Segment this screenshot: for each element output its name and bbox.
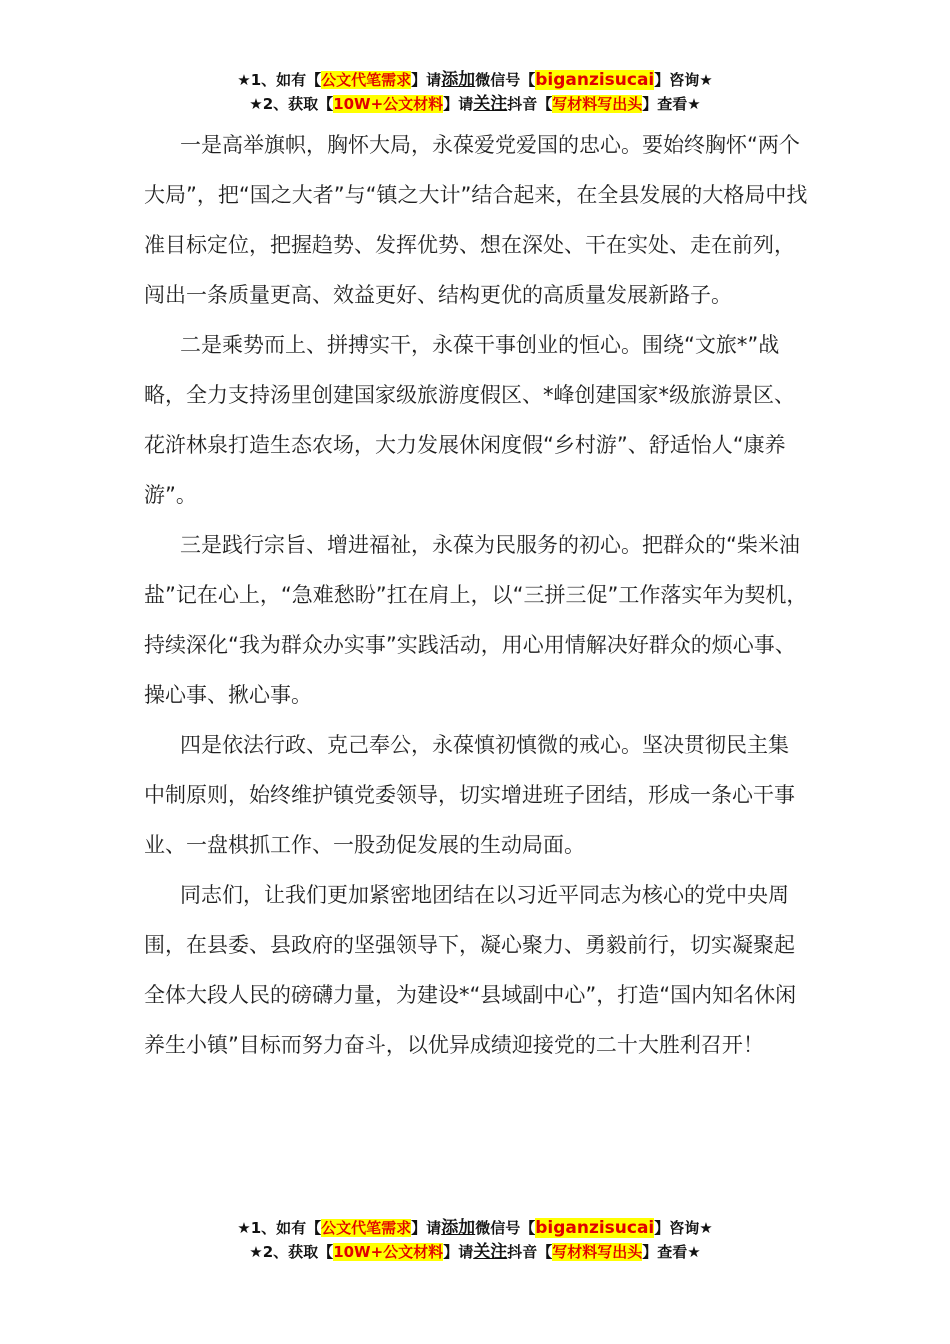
highlight-service: 公文代笔需求 — [321, 71, 412, 89]
highlight-materials: 10W+公文材料 — [333, 1243, 444, 1261]
header-banner — [0, 68, 950, 116]
paragraph-1: 一是高举旗帜，胸怀大局，永葆爱党爱国的忠心。要始终胸怀“两个大局”，把“国之大者”与“镇之大计”结合起来，在全县发展的大格局中找准目标定位，把握趋势、发挥优势、想在深处、干在实处、走在前列，闯出一条质量更高、效益更好、结构更优的高质量发展新路子。 — [144, 133, 808, 307]
banner-line-1: ★1、如有【公文代笔需求】请添加微信号【biganzisucai】咨询★ — [237, 70, 713, 90]
highlight-service: 公文代笔需求 — [321, 1219, 412, 1237]
paragraph-3: 三是践行宗旨、增进福祉，永葆为民服务的初心。把群众的“柴米油盐”记在心上，“急难愁盼”扛在肩上，以“三拼三促”工作落实年为契机，持续深化“我为群众办实事”实践活动，用心用情解决好群众的烦心事、操心事、揪心事。 — [144, 533, 808, 707]
star-icon: ★ — [249, 1243, 263, 1261]
highlight-douyin-account: 写材料写出头 — [552, 95, 643, 113]
highlight-wechat-id: biganzisucai — [535, 70, 655, 90]
footer-banner — [0, 1216, 950, 1264]
paragraph-5: 同志们，让我们更加紧密地团结在以习近平同志为核心的党中央周围，在县委、县政府的坚强领导下，凝心聚力、勇毅前行，切实凝聚起全体大段人民的磅礴力量，为建设*“县域副中心”，打造“国内知名休闲养生小镇”目标而努力奋斗，以优异成绩迎接党的二十大胜利召开！ — [144, 883, 797, 1057]
underlined-add: 添加 — [441, 70, 476, 90]
paragraph-2: 二是乘势而上、拼搏实干，永葆干事创业的恒心。围绕“文旅*”战略，全力支持汤里创建国家级旅游度假区、*峰创建国家*级旅游景区、花浒林泉打造生态农场，大力发展休闲度假“乡村游”、舒适怡人“康养游”。 — [144, 333, 795, 507]
highlight-materials: 10W+公文材料 — [333, 95, 444, 113]
underlined-follow: 关注 — [473, 94, 508, 114]
banner-line-2: ★2、获取【10W+公文材料】请关注抖音【写材料写出头】查看★ — [249, 1242, 701, 1262]
highlight-douyin-account: 写材料写出头 — [552, 1243, 643, 1261]
banner-line-1: ★1、如有【公文代笔需求】请添加微信号【biganzisucai】咨询★ — [237, 1218, 713, 1238]
banner-line-2: ★2、获取【10W+公文材料】请关注抖音【写材料写出头】查看★ — [249, 94, 701, 114]
document-body — [144, 120, 809, 1070]
highlight-wechat-id: biganzisucai — [535, 1218, 655, 1238]
paragraph-4: 四是依法行政、克己奉公，永葆慎初慎微的戒心。坚决贯彻民主集中制原则，始终维护镇党委领导，切实增进班子团结，形成一条心干事业、一盘棋抓工作、一股劲促发展的生动局面。 — [144, 733, 795, 857]
star-icon: ★ — [237, 71, 251, 89]
underlined-add: 添加 — [441, 1218, 476, 1238]
star-icon: ★ — [249, 95, 263, 113]
star-icon: ★ — [237, 1219, 251, 1237]
underlined-follow: 关注 — [473, 1242, 508, 1262]
